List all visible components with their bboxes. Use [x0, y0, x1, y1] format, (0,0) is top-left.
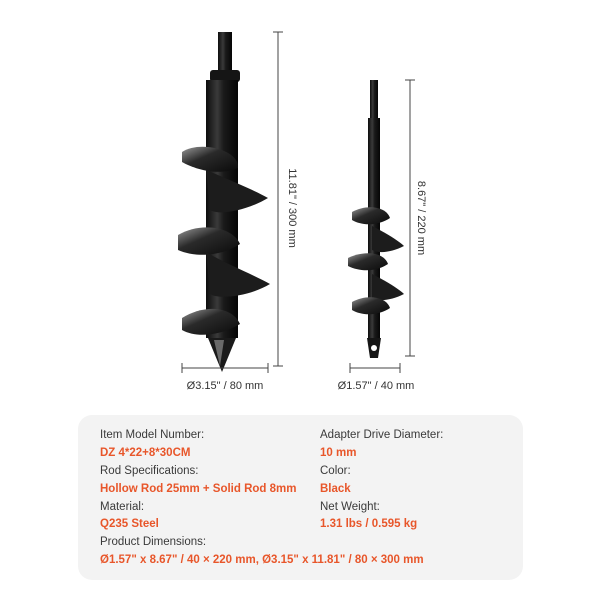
rod-value: Hollow Rod 25mm + Solid Rod 8mm — [100, 483, 297, 495]
large-auger — [178, 32, 270, 372]
dimensions-label: Product Dimensions: — [100, 536, 207, 548]
adapter-value: 10 mm — [320, 447, 357, 459]
small-auger — [348, 80, 404, 358]
specifications-panel — [78, 415, 523, 580]
small-diameter-label: Ø1.57" / 40 mm — [337, 380, 415, 392]
color-value: Black — [320, 483, 351, 495]
small-height-label: 8.67" / 220 mm — [415, 180, 428, 256]
material-label: Material: — [100, 501, 145, 513]
rod-label: Rod Specifications: — [100, 465, 199, 477]
model-value: DZ 4*22+8*30CM — [100, 447, 191, 459]
small-height-dimension — [405, 80, 429, 356]
large-diameter-label: Ø3.15" / 80 mm — [186, 380, 264, 392]
large-height-dimension — [273, 32, 299, 366]
small-diameter-dimension — [338, 363, 415, 392]
color-label: Color: — [320, 465, 351, 477]
adapter-label: Adapter Drive Diameter: — [320, 429, 444, 441]
large-diameter-dimension — [182, 363, 268, 392]
large-height-label: 11.81" / 300 mm — [286, 168, 299, 248]
dimensions-value: Ø1.57" x 8.67" / 40 × 220 mm, Ø3.15" x 11.81" / 80 × 300 mm — [100, 554, 424, 566]
material-value: Q235 Steel — [100, 518, 159, 530]
weight-value: 1.31 lbs / 0.595 kg — [320, 518, 418, 530]
weight-label: Net Weight: — [320, 501, 380, 513]
model-label: Item Model Number: — [100, 429, 205, 441]
